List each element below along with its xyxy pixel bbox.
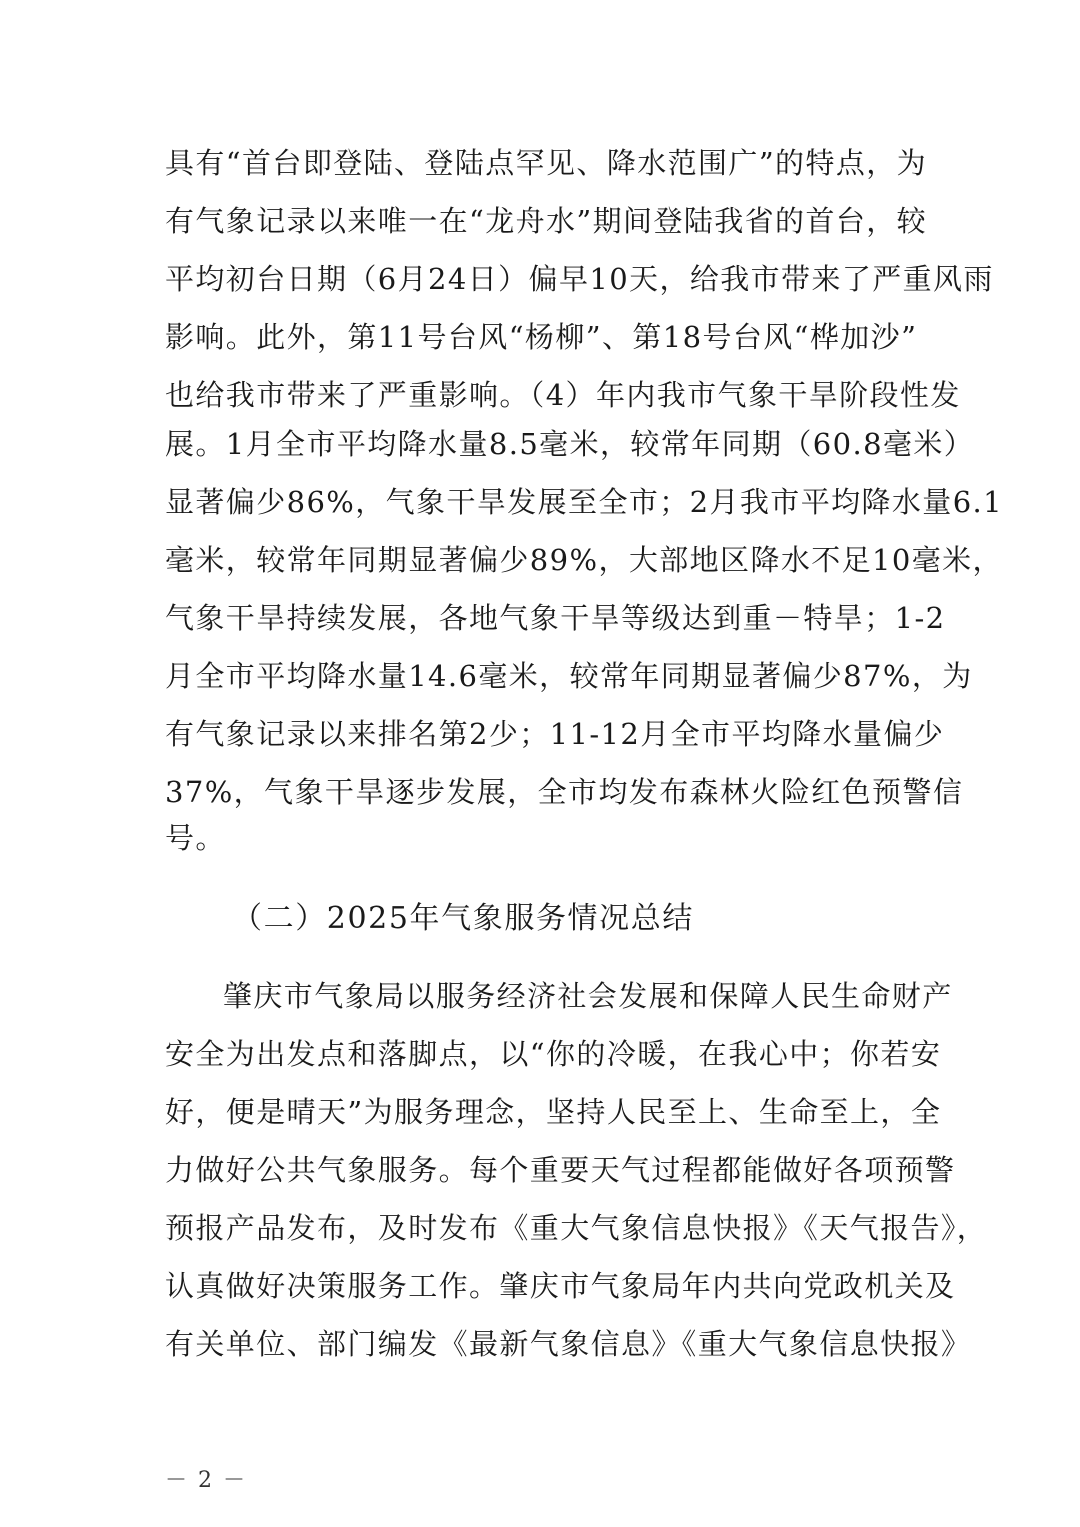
text-line: 有气象记录以来唯一在“龙舟水”期间登陆我省的首台，较 [165, 204, 928, 238]
text-line: 好，便是晴天”为服务理念，坚持人民至上、生命至上，全 [165, 1095, 942, 1129]
text-line: 月全市平均降水量14.6毫米，较常年同期显著偏少87%，为 [165, 659, 973, 693]
text-line: 毫米，较常年同期显著偏少89%，大部地区降水不足10毫米， [165, 543, 1003, 577]
text-line: 有气象记录以来排名第2少；11-12月全市平均降水量偏少 [165, 717, 945, 751]
text-line: 气象干旱持续发展，各地气象干旱等级达到重－特旱；1-2 [165, 601, 946, 635]
text-line: 37%，气象干旱逐步发展，全市均发布森林火险红色预警信 [165, 775, 964, 809]
text-line: 预报产品发布，及时发布《重大气象信息快报》《天气报告》， [165, 1211, 988, 1245]
text-line: 号。 [165, 821, 226, 855]
text-line: 平均初台日期（6月24日）偏早10天，给我市带来了严重风雨 [165, 262, 994, 296]
text-line: 安全为出发点和落脚点，以“你的冷暖，在我心中；你若安 [165, 1037, 942, 1071]
page-number: － 2 － [165, 1468, 247, 1493]
text-line: 显著偏少86%，气象干旱发展至全市；2月我市平均降水量6.1 [165, 485, 1004, 519]
text-line: 肇庆市气象局以服务经济社会发展和保障人民生命财产 [223, 979, 953, 1013]
section-heading: （二）2025年气象服务情况总结 [232, 901, 694, 936]
text-line: 也给我市带来了严重影响。（4）年内我市气象干旱阶段性发 [165, 378, 961, 412]
text-line: 力做好公共气象服务。每个重要天气过程都能做好各项预警 [165, 1153, 956, 1187]
text-line: 认真做好决策服务工作。肇庆市气象局年内共向党政机关及 [165, 1269, 956, 1303]
text-line: 有关单位、部门编发《最新气象信息》《重大气象信息快报》 [165, 1327, 972, 1361]
text-line: 展。1月全市平均降水量8.5毫米，较常年同期（60.8毫米） [165, 427, 975, 461]
text-line: 影响。此外，第11号台风“杨柳”、第18号台风“桦加沙” [165, 320, 918, 354]
text-line: 具有“首台即登陆、登陆点罕见、降水范围广”的特点，为 [165, 146, 928, 180]
